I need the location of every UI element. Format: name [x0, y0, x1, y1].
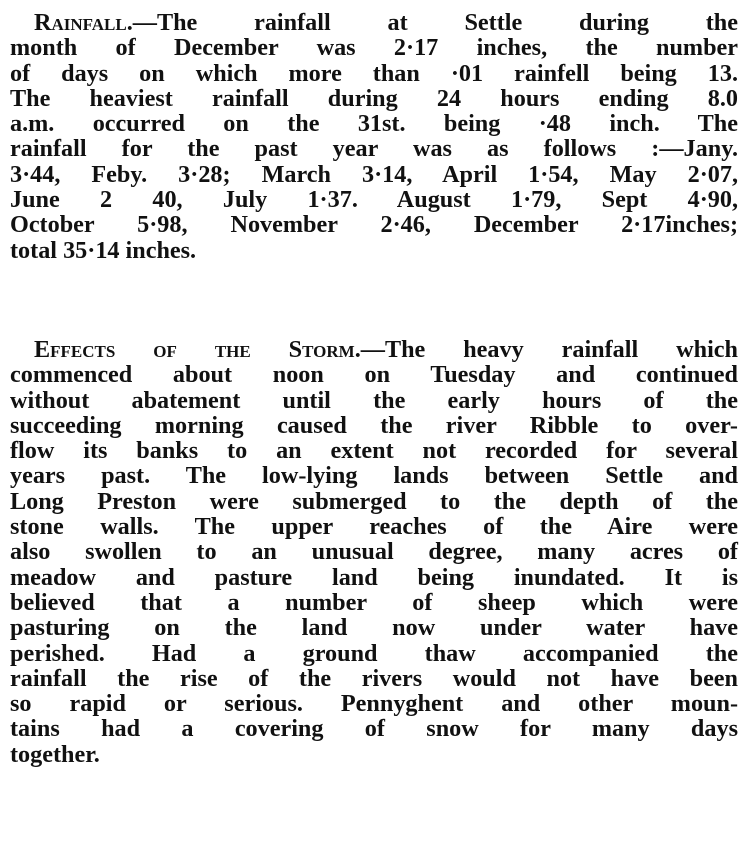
paragraph-line: tains had a covering of snow for many days [10, 715, 738, 743]
section-heading: Rainfall. [34, 9, 133, 36]
paragraph-line: meadow and pasture land being inundated. It is [10, 563, 738, 591]
paragraph-line: succeeding morning caused the river Ribble to over- [10, 411, 738, 439]
paragraph-line: also swollen to an unusual degree, many acres of [10, 538, 738, 566]
storm-effects-paragraph [10, 337, 738, 767]
section-heading: Effects of the Storm. [34, 336, 361, 363]
paragraph-line: believed that a number of sheep which were [10, 588, 738, 616]
paragraph-line: Rainfall.—The rainfall at Settle during the [34, 9, 738, 36]
paragraph-line: pasturing on the land now under water have [10, 614, 738, 642]
paragraph-line: without abatement until the early hours of the [10, 386, 738, 414]
paragraph-line: together. [10, 740, 100, 768]
paragraph-line: rainfall the rise of the rivers would not have been [10, 664, 738, 692]
paragraph-line: June 2 40, July 1·37. August 1·79, Sept 4·90, [10, 186, 738, 214]
paragraph-line: stone walls. The upper reaches of the Aire were [10, 513, 738, 541]
paragraph-line: 3·44, Feby. 3·28; March 3·14, April 1·54, May 2·07, [10, 160, 738, 188]
paragraph-line: commenced about noon on Tuesday and continued [10, 361, 738, 389]
paragraph-line: Effects of the Storm.—The heavy rainfall which [34, 336, 738, 363]
paragraph-line: flow its banks to an extent not recorded for several [10, 437, 738, 465]
paragraph-line: Long Preston were submerged to the depth of the [10, 487, 738, 515]
paragraph-line: month of December was 2·17 inches, the number [10, 34, 738, 62]
paragraph-line: rainfall for the past year was as follows :—Jany. [10, 135, 738, 163]
paragraph-line: so rapid or serious. Pennyghent and other moun- [10, 690, 738, 718]
paragraph-line: years past. The low-lying lands between Settle and [10, 462, 738, 490]
paragraph-line: of days on which more than ·01 rainfell being 13. [10, 59, 738, 87]
rainfall-paragraph [10, 10, 738, 263]
paragraph-line: a.m. occurred on the 31st. being ·48 inch. The [10, 110, 738, 138]
paragraph-line: The heaviest rainfall during 24 hours ending 8.0 [10, 84, 738, 112]
paragraph-line: total 35·14 inches. [10, 236, 197, 264]
paragraph-line: October 5·98, November 2·46, December 2·17inches; [10, 211, 738, 239]
paragraph-line: perished. Had a ground thaw accompanied the [10, 639, 738, 667]
